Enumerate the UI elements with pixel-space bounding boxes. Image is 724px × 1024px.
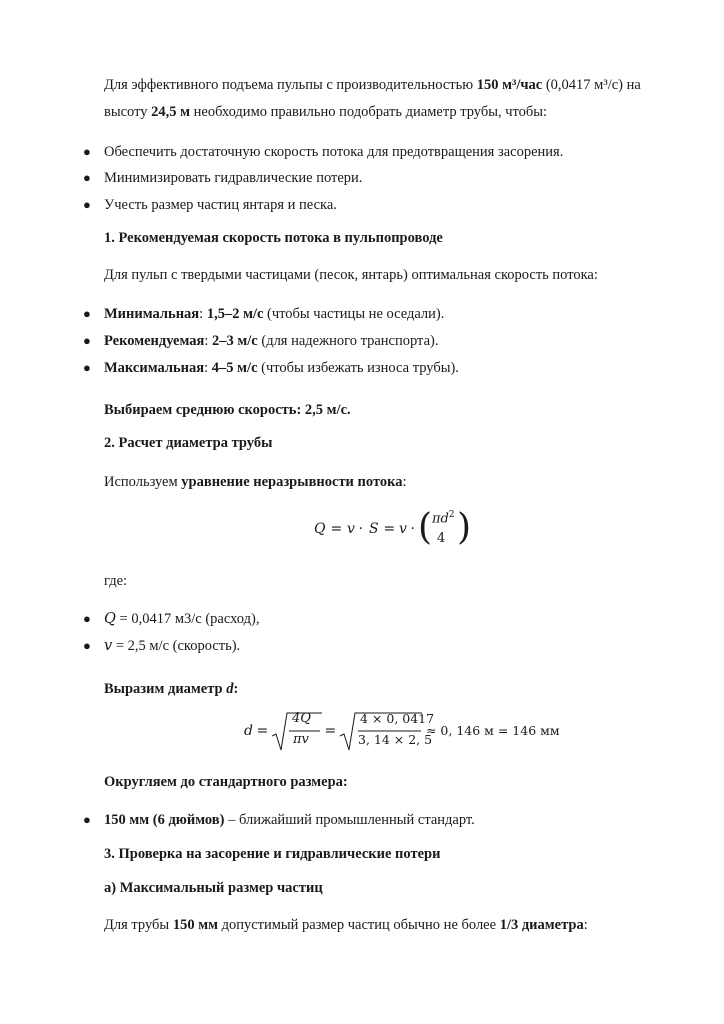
bullet-icon: ● [83,144,91,159]
list-item: v = 2,5 м/с (скорость). [104,638,241,654]
section-2-text: Используем уравнение неразрывности потока: [104,474,407,490]
bullet-icon: ● [83,170,91,185]
express-diameter-label: Выразим диаметр d: [104,681,239,697]
list-item: 150 мм (6 дюймов) – ближайший промышленный стандарт. [104,812,475,828]
intro-text: необходимо правильно подобрать диаметр трубы, чтобы: [190,104,548,120]
diameter-formula: d = 4Q πv = 4 × 0, 0417 3, 14 × 2, 5 ≈ 0, 146 м = 146 мм [244,708,544,756]
intro-height: 24,5 м [151,104,190,120]
bullet-icon: ● [83,333,91,348]
list-item: Максимальная: 4–5 м/с (чтобы избежать износа трубы). [104,360,459,376]
list-item: Обеспечить достаточную скорость потока для предотвращения засорения. [104,144,564,160]
section-3-text: Для трубы 150 мм допустимый размер частиц обычно не более 1/3 диаметра: [104,917,588,933]
intro-text: высоту [104,104,152,120]
bullet-icon: ● [83,360,91,375]
round-label: Округляем до стандартного размера: [104,774,348,790]
list-item: Учесть размер частиц янтаря и песка. [104,197,337,213]
speed-choice: Выбираем среднюю скорость: 2,5 м/с. [104,402,351,418]
bullet-icon: ● [83,611,91,626]
section-1-text: Для пульп с твердыми частицами (песок, янтарь) оптимальная скорость потока: [104,267,598,283]
fraction-numerator: $\pi d^2$ [432,510,455,527]
section-3-subheading: а) Максимальный размер частиц [104,880,323,896]
list-item: Рекомендуемая: 2–3 м/с (для надежного транспорта). [104,333,439,349]
bullet-icon: ● [83,638,91,653]
fraction-denominator: 4 [437,531,446,546]
bullet-icon: ● [83,197,91,212]
list-item: Q = 0,0417 м3/с (расход), [104,611,260,627]
right-paren-icon: ) [457,507,472,548]
bullet-icon: ● [83,812,91,827]
section-1-heading: 1. Рекомендуемая скорость потока в пульпопроводе [104,230,443,246]
intro-flow-rate: 150 м³/час [476,77,543,93]
intro-line-2 [104,101,648,123]
intro-text: (0,0417 м³/с) на [542,77,641,93]
continuity-formula: Q = v · S = v · ( $\pi d^2$ 4 ) [314,507,472,548]
list-item: Минимизировать гидравлические потери. [104,170,363,186]
section-2-heading: 2. Расчет диаметра трубы [104,435,273,451]
where-label: где: [104,573,128,589]
left-paren-icon: ( [418,507,433,548]
intro-text: Для эффективного подъема пульпы с производительностью [104,77,477,93]
bullet-icon: ● [83,306,91,321]
section-3-heading: 3. Проверка на засорение и гидравлические потери [104,846,441,862]
list-item: Минимальная: 1,5–2 м/с (чтобы частицы не оседали). [104,306,445,322]
intro-line-1 [104,74,648,96]
